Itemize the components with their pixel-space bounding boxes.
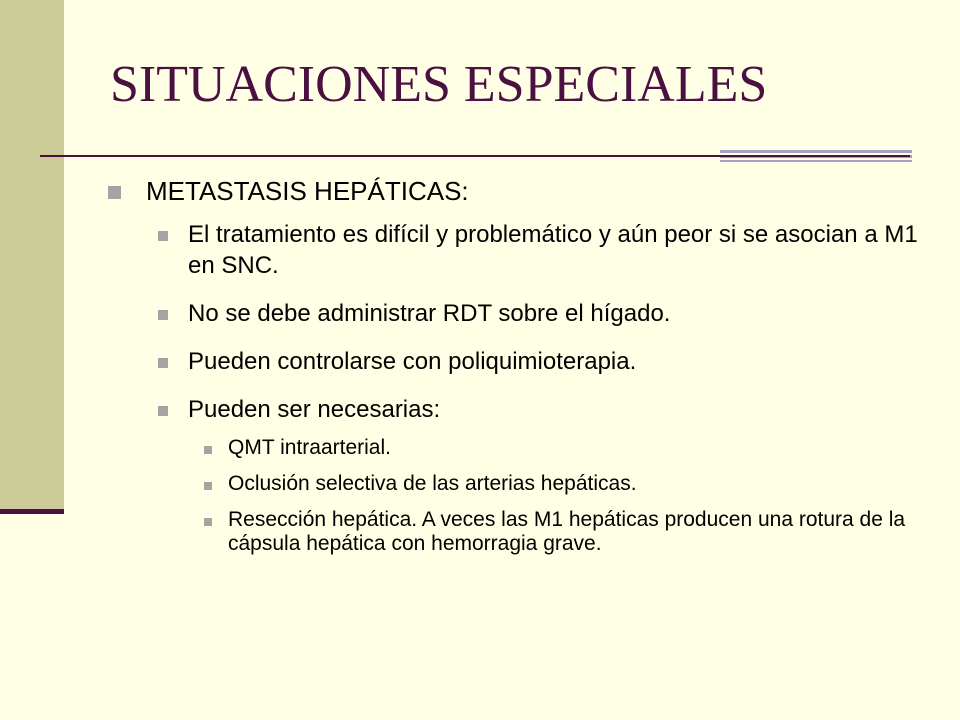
square-bullet-icon xyxy=(204,482,212,490)
square-bullet-icon xyxy=(158,406,168,416)
bullet-text: Pueden controlarse con poliquimioterapia. xyxy=(188,348,637,375)
bullet-level1-metastasis xyxy=(106,175,926,207)
section-heading: METASTASIS HEPÁTICAS: xyxy=(146,176,469,206)
bullet-level2-item xyxy=(106,219,926,281)
bullet-level3-item xyxy=(106,508,926,556)
square-bullet-icon xyxy=(158,310,168,320)
bullet-text: No se debe administrar RDT sobre el hígado. xyxy=(188,300,671,327)
bullet-text: Oclusión selectiva de las arterias hepáticas. xyxy=(228,472,637,495)
left-band-accent-bar xyxy=(0,509,64,514)
bullet-text: Pueden ser necesarias: xyxy=(188,396,441,423)
square-bullet-icon xyxy=(204,518,212,526)
square-bullet-icon xyxy=(158,231,168,241)
bullet-level3-item xyxy=(106,472,926,496)
bullet-level2-item xyxy=(106,394,926,425)
bullet-text: El tratamiento es difícil y problemático y aún peor si se asocian a M1 en SNC. xyxy=(188,221,918,279)
bullet-text: QMT intraarterial. xyxy=(228,436,391,459)
bullet-level3-item xyxy=(106,436,926,460)
square-bullet-icon xyxy=(108,186,121,199)
title-rule xyxy=(40,155,910,157)
square-bullet-icon xyxy=(158,358,168,368)
slide-title: SITUACIONES ESPECIALES xyxy=(110,56,768,113)
slide-body xyxy=(106,175,926,568)
left-decorative-band xyxy=(0,0,64,512)
bullet-text: Resección hepática. A veces las M1 hepáticas producen una rotura de la cápsula hepática con hemorragia grave. xyxy=(228,508,906,555)
square-bullet-icon xyxy=(204,446,212,454)
bullet-level2-item xyxy=(106,298,926,329)
bullet-level2-item xyxy=(106,346,926,377)
